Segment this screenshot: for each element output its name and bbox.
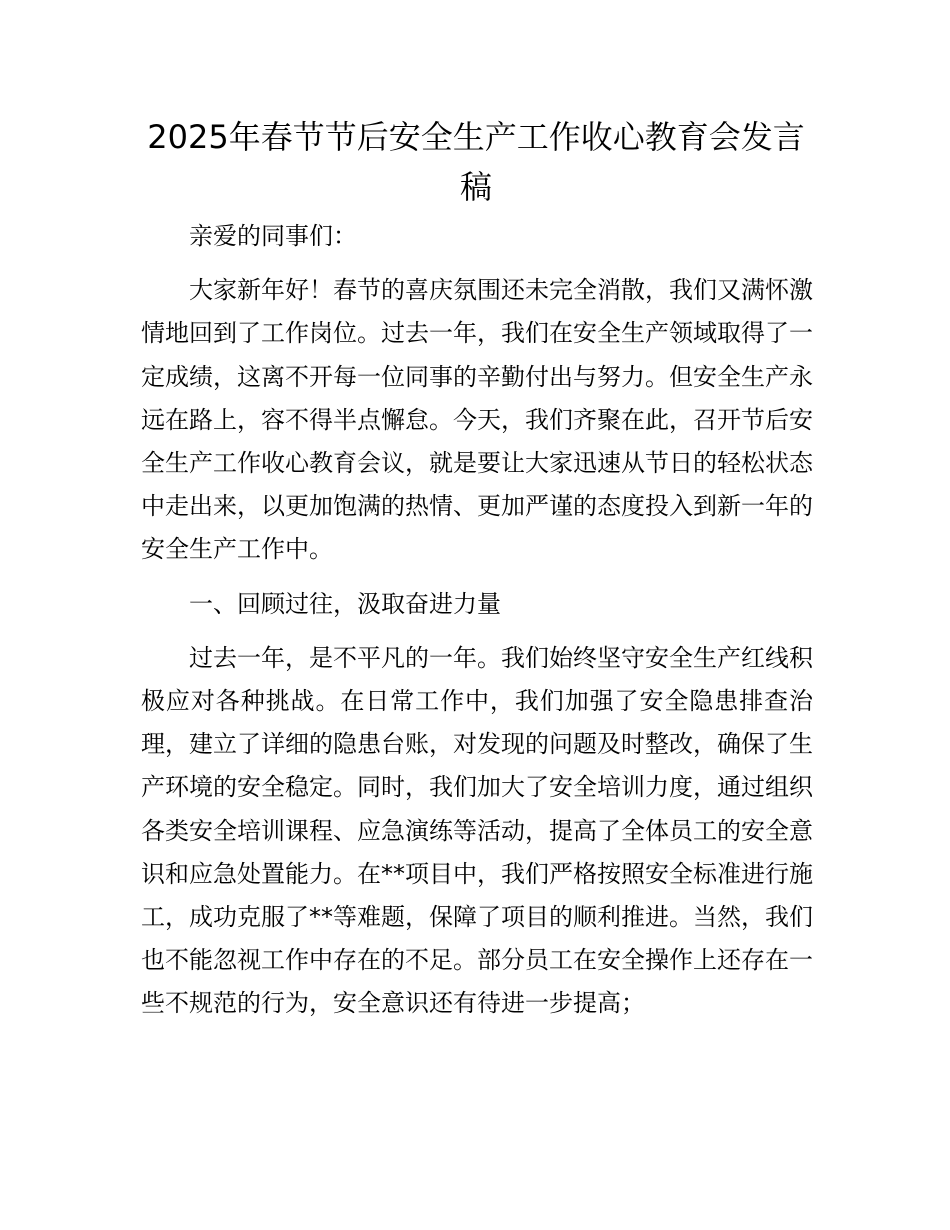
section-heading-1: 一、回顾过往，汲取奋进力量 (189, 589, 501, 618)
review-paragraph: 过去一年，是不平凡的一年。我们始终坚守安全生产红线积极应对各种挑战。在日常工作中，我们加强了安全隐患排查治理，建立了详细的隐患台账，对发现的问题及时整改，确保了生产环境的安全稳定。同时，我们加大了安全培训力度，通过组织各类安全培训课程、应急演练等活动，提高了全体员工的安全意识和应急处置能力。在**项目中，我们严格按照安全标准进行施工，成功克服了**等难题，保障了项目的顺利推进。当然，我们也不能忽视工作中存在的不足。部分员工在安全操作上还存在一些不规范的行为，安全意识还有待进一步提高； (141, 643, 813, 1018)
opening-paragraph: 大家新年好！春节的喜庆氛围还未完全消散，我们又满怀激情地回到了工作岗位。过去一年，我们在安全生产领域取得了一定成绩，这离不开每一位同事的辛勤付出与努力。但安全生产永远在路上，容不得半点懈怠。今天，我们齐聚在此，召开节后安全生产工作收心教育会议，就是要让大家迅速从节日的轻松状态中走出来，以更加饱满的热情、更加严谨的态度投入到新一年的安全生产工作中。 (141, 276, 813, 564)
salutation-paragraph: 亲爱的同事们： (189, 222, 357, 250)
document-body (141, 215, 813, 1037)
document-title: 2025年春节节后安全生产工作收心教育会发言稿 (147, 118, 805, 206)
